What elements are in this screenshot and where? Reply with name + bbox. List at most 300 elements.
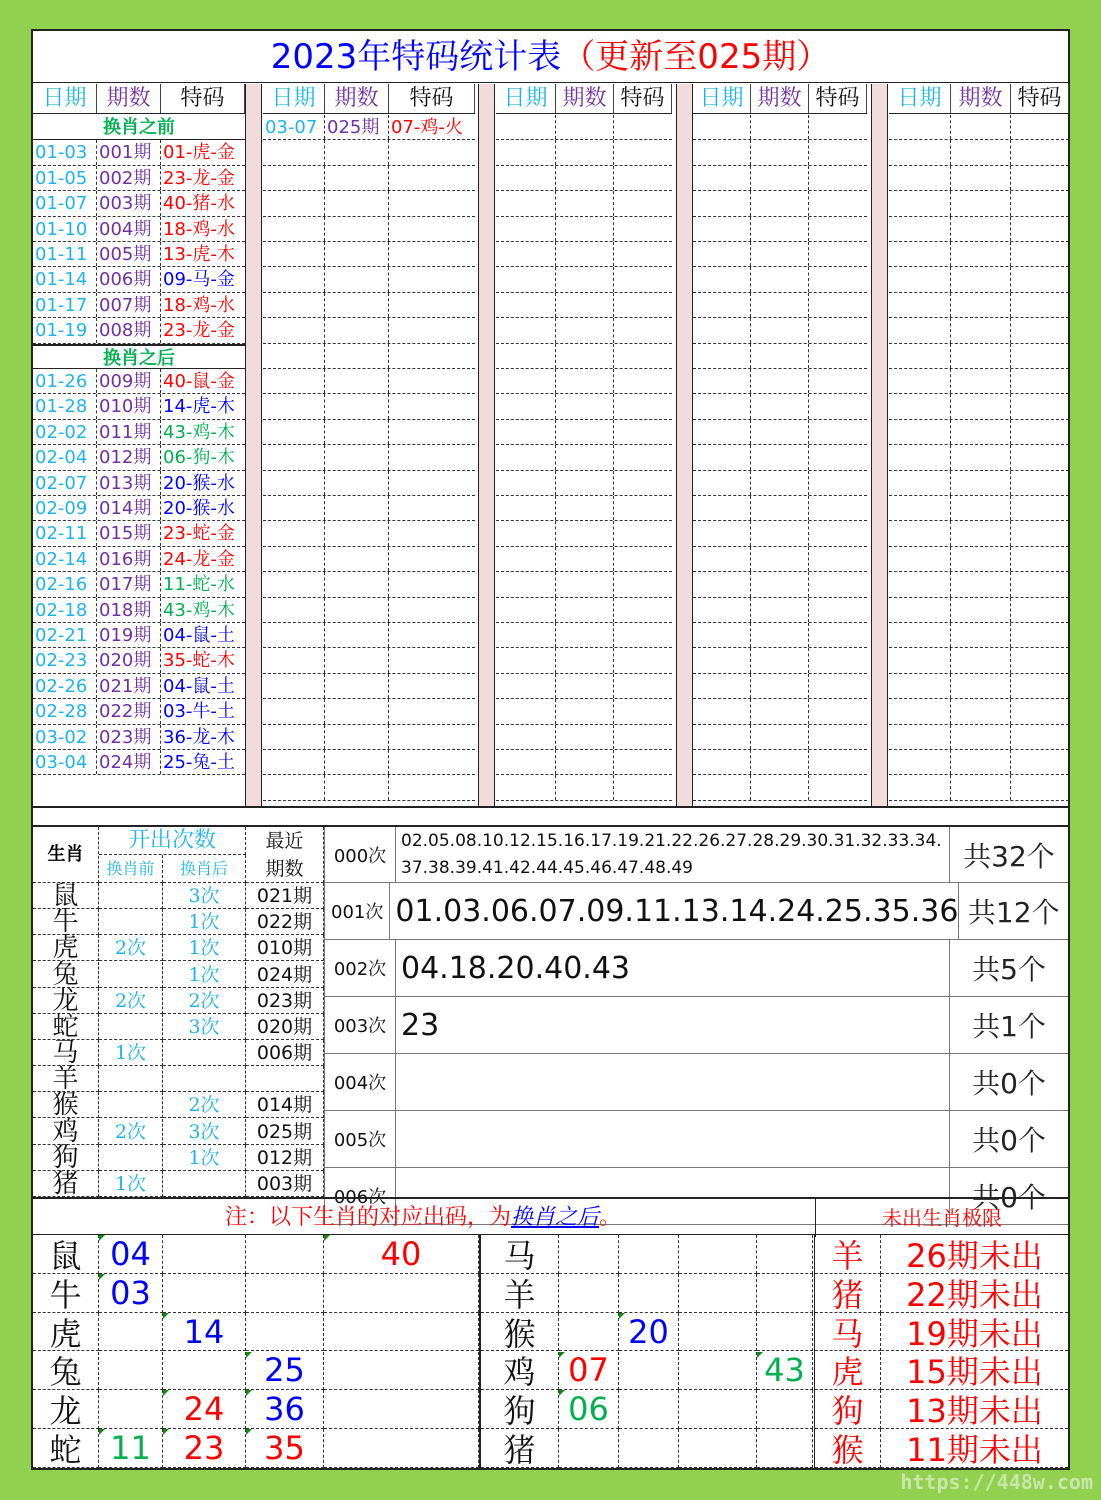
cell-date [496,369,556,393]
cell-period [951,369,1011,393]
code-cell [99,1352,163,1391]
result-row [496,547,672,572]
limit-text: 11期未出 [881,1429,1068,1468]
cell-period: 016期 [97,547,161,571]
cell-code [161,318,245,342]
code-cell [619,1235,679,1274]
count-after [163,1171,246,1197]
cell-period [751,394,809,418]
cell-date [263,674,325,698]
header-code: 特码 [389,84,475,113]
special-code: 40-鼠-金 [163,371,235,392]
cell-date [263,293,325,317]
result-row [263,166,475,191]
cell-date [496,674,556,698]
cell-code [389,115,475,139]
special-code: 25-兔-土 [163,752,235,773]
result-row [263,775,475,800]
result-row [33,267,245,292]
zodiac-label: 猴 [33,1092,99,1118]
special-code: 18-鸡-水 [163,218,235,240]
count-after: 3次 [163,1014,246,1040]
cell-period [751,648,809,672]
cell-code [389,750,475,774]
header-date: 日期 [263,84,325,113]
cell-period: 025期 [325,115,389,139]
column-separator [676,84,693,806]
cell-code [389,623,475,647]
cell-period: 019期 [97,623,161,647]
special-code: 06-狗-木 [163,447,235,469]
result-row [263,242,475,267]
code-cell [324,1274,479,1313]
cell-period [556,191,614,215]
result-row [263,420,475,445]
code-cell: 24 [163,1390,246,1429]
result-row [889,496,1069,521]
cell-code [1011,293,1069,317]
result-row [889,648,1069,673]
result-row [693,318,867,343]
result-row [496,674,672,699]
cell-date [693,267,751,291]
cell-code [389,217,475,241]
cell-period [951,166,1011,190]
cell-period [951,242,1011,266]
cell-period: 002期 [97,166,161,190]
cell-period [951,750,1011,774]
result-row [33,369,245,394]
cell-period: 003期 [97,191,161,215]
cell-date [889,623,951,647]
result-row [33,140,245,165]
cell-date [263,521,325,545]
result-row [263,521,475,546]
cell-code [809,521,867,545]
zodiac-code-grid [33,1235,1068,1468]
cell-code [614,242,672,266]
count-before [99,1014,163,1040]
cell-code [614,471,672,495]
cell-period [751,293,809,317]
cell-date [496,750,556,774]
cell-period [325,293,389,317]
cell-code [161,572,245,596]
cell-date [693,750,751,774]
recent-period: 020期 [246,1014,324,1040]
limit-header: 未出生肖极限 [815,1199,1068,1237]
results-block [889,84,1069,806]
result-row [496,140,672,165]
result-row [693,115,867,140]
cell-period: 017期 [97,572,161,596]
cell-date [496,725,556,749]
code-cell [619,1352,679,1391]
cell-code [614,699,672,723]
code-cell [163,1352,246,1391]
cell-code [809,217,867,241]
cell-period [951,572,1011,596]
result-row [496,191,672,216]
header-zodiac: 生肖 [33,827,99,883]
cell-date [889,115,951,139]
recent-period: 003期 [246,1171,324,1197]
cell-period [556,725,614,749]
cell-date [889,217,951,241]
result-row [496,648,672,673]
cell-date [263,166,325,190]
cell-period [556,420,614,444]
frequency-total: 共0个 [972,1124,1046,1157]
zodiac-label: 牛 [33,909,99,935]
cell-code [809,623,867,647]
frequency-row [324,940,1068,997]
cell-code [1011,750,1069,774]
cell-code [809,267,867,291]
result-row [496,572,672,597]
cell-period [325,242,389,266]
result-row [496,623,672,648]
cell-period [951,547,1011,571]
section-after: 换肖之后 [33,344,245,369]
cell-period [556,623,614,647]
cell-date [496,775,556,799]
zodiac-label: 马 [33,1040,99,1066]
cell-period [951,699,1011,723]
code-cell [559,1313,619,1352]
zodiac-label: 兔 [33,1352,99,1391]
result-row [263,445,475,470]
cell-period [751,369,809,393]
cell-period [325,648,389,672]
result-row [693,394,867,419]
cell-period [751,115,809,139]
cell-date: 02-04 [33,445,97,469]
cell-code [1011,547,1069,571]
result-row [693,648,867,673]
column-separator [245,84,262,806]
code-cell: 25 [246,1352,324,1391]
result-row [889,445,1069,470]
cell-code [389,140,475,164]
cell-date [889,394,951,418]
cell-code [809,496,867,520]
result-row [263,623,475,648]
zodiac-label: 鸡 [33,1119,99,1145]
special-code: 23-龙-金 [163,167,235,189]
cell-period [325,598,389,622]
code-cell: 40 [324,1235,479,1274]
watermark: https://448w.com [900,1470,1093,1494]
cell-date [889,674,951,698]
result-row [263,394,475,419]
cell-date: 03-02 [33,725,97,749]
limit-zodiac: 狗 [815,1390,881,1429]
cell-period [325,775,389,799]
result-row [496,598,672,623]
result-row [263,471,475,496]
cell-period [951,140,1011,164]
cell-period [325,699,389,723]
cell-period [751,699,809,723]
frequency-label: 003次 [324,997,396,1053]
cell-code [161,217,245,241]
cell-date [496,394,556,418]
cell-period [556,750,614,774]
cell-code [1011,344,1069,368]
cell-date [889,420,951,444]
after-change-link[interactable]: 换肖之后 [510,1205,599,1230]
cell-code [809,445,867,469]
cell-date [693,572,751,596]
count-before: 1次 [99,1171,163,1197]
cell-period: 010期 [97,394,161,418]
cell-period [325,725,389,749]
cell-code [614,191,672,215]
cell-date: 01-03 [33,140,97,164]
result-row [263,191,475,216]
result-row [889,293,1069,318]
cell-code [1011,648,1069,672]
cell-code [161,699,245,723]
cell-code [1011,598,1069,622]
cell-period [325,140,389,164]
frequency-row [324,1111,1068,1168]
cell-code [389,369,475,393]
code-cell [324,1313,479,1352]
cell-period [951,471,1011,495]
cell-code [809,674,867,698]
cell-code [614,344,672,368]
result-row [33,750,245,775]
cell-code [809,293,867,317]
zodiac-label: 猪 [33,1171,99,1197]
cell-period [751,598,809,622]
result-row [263,674,475,699]
cell-period [951,775,1011,799]
cell-date: 01-19 [33,318,97,342]
cell-date [496,166,556,190]
cell-code [1011,191,1069,215]
limit-text: 15期未出 [881,1352,1068,1391]
cell-code [161,496,245,520]
cell-code [809,547,867,571]
cell-code [161,623,245,647]
cell-period [556,775,614,799]
cell-period [325,344,389,368]
cell-date [263,217,325,241]
recent-period: 023期 [246,988,324,1014]
count-before [99,1066,163,1092]
cell-code [389,521,475,545]
cell-date: 01-07 [33,191,97,215]
cell-period [951,623,1011,647]
cell-code [614,598,672,622]
cell-date [496,267,556,291]
result-row [496,166,672,191]
result-row [889,318,1069,343]
cell-code [1011,445,1069,469]
cell-code [1011,775,1069,799]
cell-date: 03-07 [263,115,325,139]
cell-code [389,445,475,469]
cell-code [614,369,672,393]
result-row [496,394,672,419]
result-row [496,267,672,292]
cell-period [951,267,1011,291]
frequency-row [324,827,1068,883]
cell-code [809,699,867,723]
recent-period: 006期 [246,1040,324,1066]
result-row [263,547,475,572]
cell-date [263,369,325,393]
result-row [263,140,475,165]
cell-code [389,648,475,672]
result-row [889,471,1069,496]
result-row [693,166,867,191]
code-cell [163,1235,246,1274]
code-cell: 04 [99,1235,163,1274]
cell-code [161,420,245,444]
cell-code [1011,217,1069,241]
cell-period [556,699,614,723]
result-row [263,572,475,597]
code-cell [679,1274,757,1313]
cell-period [751,572,809,596]
result-row [693,521,867,546]
frequency-label: 004次 [324,1054,396,1110]
frequency-numbers [396,1111,950,1167]
result-row [33,471,245,496]
cell-date [693,344,751,368]
cell-code [809,394,867,418]
cell-period: 008期 [97,318,161,342]
cell-code [389,293,475,317]
cell-code [161,140,245,164]
zodiac-label: 猴 [481,1313,559,1352]
cell-date [889,725,951,749]
limit-text: 22期未出 [881,1274,1068,1313]
cell-code [809,115,867,139]
cell-code [389,166,475,190]
code-cell [559,1235,619,1274]
result-row [263,699,475,724]
cell-code [1011,166,1069,190]
results-header [33,84,245,114]
result-row [889,242,1069,267]
result-row [889,394,1069,419]
count-after [163,1040,246,1066]
count-after: 1次 [163,935,246,961]
result-row [889,725,1069,750]
cell-date [693,420,751,444]
code-cell [324,1390,479,1429]
special-code: 18-鸡-水 [163,294,235,316]
cell-code [614,648,672,672]
cell-date [889,369,951,393]
cell-code [1011,471,1069,495]
result-row [889,674,1069,699]
result-row [263,598,475,623]
cell-code [614,166,672,190]
result-row [496,496,672,521]
header-date: 日期 [889,84,951,113]
code-cell [619,1429,679,1468]
recent-period: 014期 [246,1092,324,1118]
cell-period [556,674,614,698]
cell-date [263,750,325,774]
cell-period: 001期 [97,140,161,164]
results-block [33,84,245,806]
result-row [889,547,1069,572]
header-period: 期数 [325,84,389,113]
result-row [889,115,1069,140]
cell-period [556,140,614,164]
count-before [99,962,163,988]
code-cell [246,1274,324,1313]
special-code: 09-马-金 [163,269,235,291]
cell-date: 01-28 [33,394,97,418]
result-row [693,217,867,242]
results-header [693,84,867,114]
result-row [263,496,475,521]
cell-period [325,623,389,647]
cell-date [496,623,556,647]
limit-zodiac: 羊 [815,1235,881,1274]
result-row [693,775,867,800]
result-row [889,191,1069,216]
cell-period [556,598,614,622]
cell-date [496,521,556,545]
cell-period [556,293,614,317]
cell-period [751,140,809,164]
count-after: 3次 [163,883,246,909]
zodiac-label: 虎 [33,935,99,961]
result-row [33,699,245,724]
code-cell [757,1313,813,1352]
cell-period [325,521,389,545]
cell-date: 02-02 [33,420,97,444]
cell-date [496,420,556,444]
frequency-label: 005次 [324,1111,396,1167]
cell-date [263,191,325,215]
cell-date [263,140,325,164]
result-row [693,140,867,165]
results-block [693,84,867,806]
cell-date [263,775,325,799]
frequency-numbers: 23 [396,997,950,1053]
recent-period [246,1066,324,1092]
cell-code [614,775,672,799]
result-row [33,725,245,750]
cell-date [889,318,951,342]
code-cell [163,1274,246,1313]
cell-period [556,547,614,571]
cell-period [556,318,614,342]
cell-code [161,547,245,571]
cell-period [751,166,809,190]
cell-code [389,394,475,418]
result-row [496,217,672,242]
results-header [889,84,1069,114]
special-code: 20-猴-水 [163,498,235,519]
cell-code [161,293,245,317]
result-row [693,750,867,775]
cell-period [751,217,809,241]
cell-code [389,547,475,571]
result-row [33,598,245,623]
result-row [693,242,867,267]
